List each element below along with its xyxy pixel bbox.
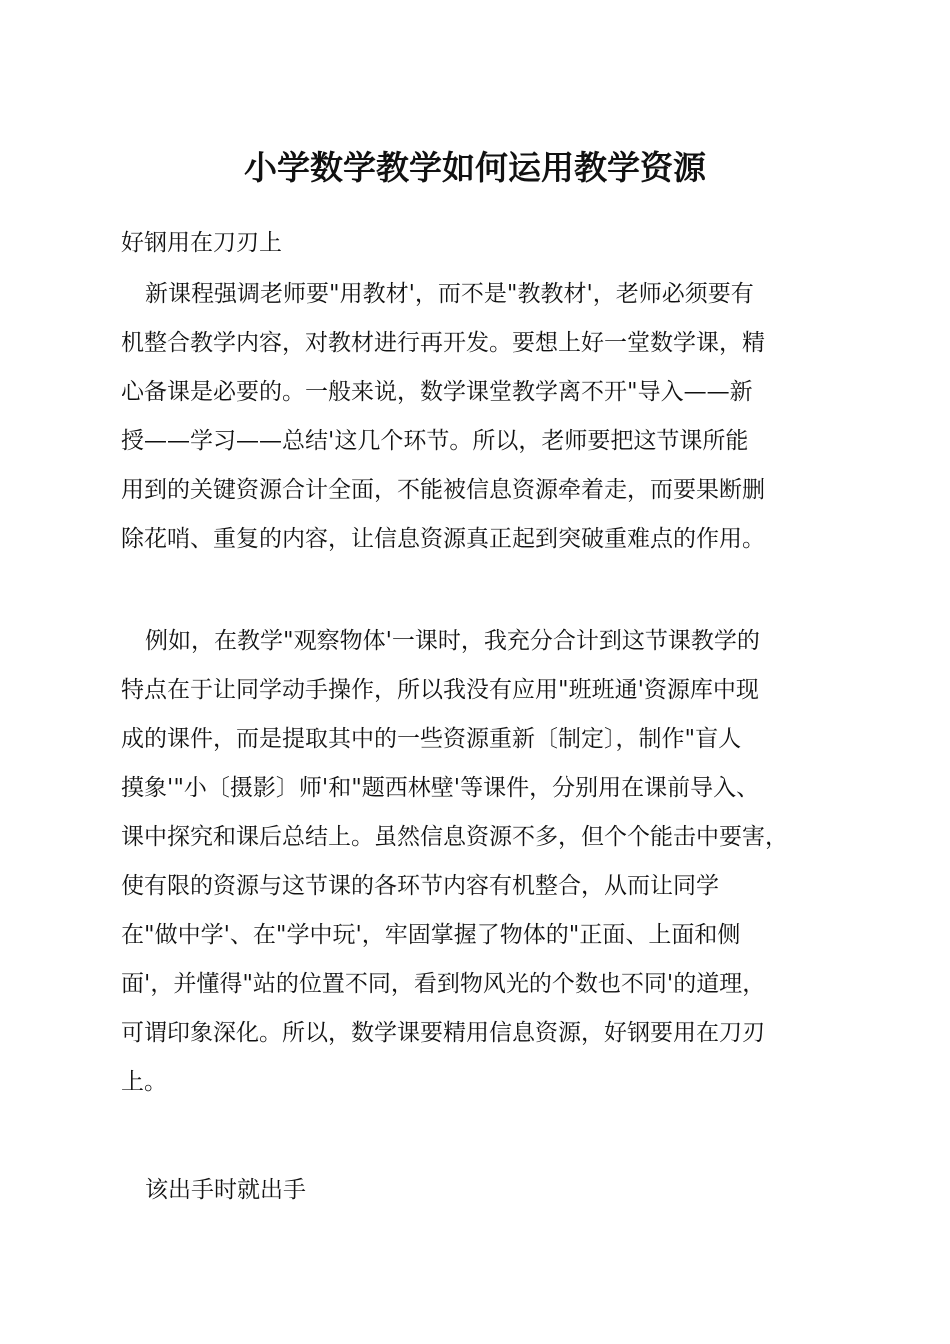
paragraph-line: 课中探究和课后总结上。虽然信息资源不多，但个个能击中要害， — [121, 824, 788, 850]
paragraph-line: 机整合教学内容，对教材进行再开发。要想上好一堂数学课，精 — [121, 330, 765, 356]
paragraph-line: 用到的关键资源合计全面，不能被信息资源牵着走，而要果断删 — [121, 477, 765, 503]
paragraph-line: 新课程强调老师要"用教材'，而不是"教教材'，老师必须要有 — [145, 281, 754, 307]
paragraph-line: 可谓印象深化。所以，数学课要精用信息资源，好钢要用在刀刃 — [121, 1020, 765, 1046]
paragraph-line: 面'，并懂得"站的位置不同，看到物风光的个数也不同'的道理， — [121, 971, 766, 997]
paragraph-line: 心备课是必要的。一般来说，数学课堂教学离不开"导入——新 — [121, 379, 753, 405]
paragraph-line: 成的课件，而是提取其中的一些资源重新〔制定〕，制作"盲人 — [121, 726, 742, 752]
document-title: 小学数学教学如何运用教学资源 — [244, 148, 706, 187]
paragraph-line: 特点在于让同学动手操作，所以我没有应用"班班通'资源库中现 — [121, 677, 759, 703]
paragraph-line: 使有限的资源与这节课的各环节内容有机整合，从而让同学 — [121, 873, 719, 899]
paragraph-line: 授——学习——总结'这几个环节。所以，老师要把这节课所能 — [121, 428, 749, 454]
paragraph-line: 上。 — [121, 1069, 167, 1095]
section-heading-2: 该出手时就出手 — [145, 1177, 306, 1203]
paragraph-line: 除花哨、重复的内容，让信息资源真正起到突破重难点的作用。 — [121, 526, 765, 552]
paragraph-line: 在"做中学'、在"学中玩'，牢固掌握了物体的"正面、上面和侧 — [121, 922, 741, 948]
section-heading-1: 好钢用在刀刃上 — [121, 230, 282, 256]
paragraph-line: 例如，在教学"观察物体'一课时，我充分合计到这节课教学的 — [145, 628, 760, 654]
paragraph-line: 摸象'"小〔摄影〕师'和"题西林壁'等课件，分别用在课前导入、 — [121, 775, 760, 801]
paragraph-2 — [121, 617, 841, 1107]
paragraph-1 — [121, 270, 841, 564]
